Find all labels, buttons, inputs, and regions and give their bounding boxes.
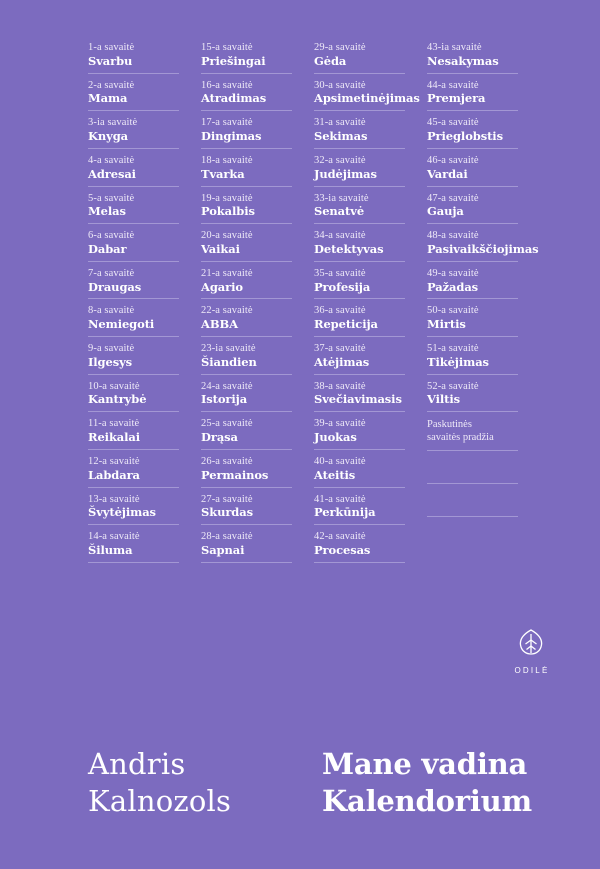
toc-entry [88,450,179,488]
toc-entry-title: Ateitis [314,467,356,482]
toc-entry-title: Sapnai [201,542,245,557]
toc-entry [314,412,405,450]
toc-entry [427,224,539,262]
toc-entry-title: Gauja [427,204,464,219]
toc-entry [88,149,179,187]
leaf-icon [516,628,546,662]
toc-entry-week: 48-a savaitė [427,230,479,242]
toc-entry-title: Mama [88,91,128,106]
toc-entry-week: 4-a savaitė [88,154,135,166]
toc-entry-week: 22-a savaitė [201,305,253,317]
toc-entry-week: 3-ia savaitė [88,117,138,129]
publisher-name: ODILĖ [514,666,550,675]
toc-entry [88,262,179,300]
toc-entry [201,111,292,149]
toc-entry-title: Švytėjimas [88,505,156,520]
toc-entry [314,74,420,112]
toc-entry-week: 36-a savaitė [314,305,366,317]
toc-entry-week: 32-a savaitė [314,154,366,166]
toc-column [314,40,427,563]
toc-entry-title: Viltis [427,392,461,407]
toc-entry-week: 5-a savaitė [88,192,135,204]
author-line-2: Kalnozols [88,784,232,819]
toc-entry [201,488,292,526]
toc-entry-title: Gėda [314,53,347,68]
toc-entry [201,149,292,187]
toc-entry-title: Juokas [314,430,357,444]
toc-entry [314,111,405,149]
toc-entry-title: Labdara [88,467,140,482]
toc-entry-week: 37-a savaitė [314,343,366,354]
toc-entry-title: Judėjimas [314,166,377,181]
toc-note [427,412,518,450]
toc-entry-title: Nemiegoti [88,317,155,332]
toc-entry-week: 45-a savaitė [427,117,479,129]
toc-entry [88,337,179,375]
toc-entry-week: 19-a savaitė [201,192,253,204]
toc-entry-title: Mirtis [427,317,466,332]
toc-entry-week: 50-a savaitė [427,305,479,317]
toc-entry-week: 21-a savaitė [201,267,253,279]
toc-entry-week: 20-a savaitė [201,230,253,242]
toc-column [201,40,314,563]
toc-entry [314,375,405,413]
author-name [88,746,298,820]
toc-entry-title: Prieglobstis [427,129,503,143]
toc-entry-title: Drąsa [201,430,238,444]
toc-entry-title: Agario [201,279,243,294]
toc-entry [427,187,518,225]
toc-entry [201,224,292,262]
toc-entry-title: Skurdas [201,505,253,520]
toc-entry-title: Ilgesys [88,354,133,369]
toc-entry [314,488,405,526]
toc-entry-title: Melas [88,204,126,219]
toc-entry [88,224,179,262]
toc-entry-week: 6-a savaitė [88,230,135,242]
toc-entry-title: Nesakymas [427,53,499,68]
toc-entry [201,412,292,450]
toc-entry-title: Svečiavimasis [314,392,402,407]
toc-entry [314,262,405,300]
toc-entry [427,262,518,300]
toc-entry [427,375,518,413]
toc-entry-title: Pažadas [427,279,479,294]
toc-entry-week: 23-ia savaitė [201,343,256,354]
toc-entry-title: Pasivaikščiojimas [427,241,539,256]
toc-entry-title: Premjera [427,91,486,106]
toc-entry [314,224,405,262]
toc-entry-week: 46-a savaitė [427,154,479,166]
toc-entry-week: 33-ia savaitė [314,192,369,204]
toc-entry-title: Kantrybė [88,392,147,407]
toc-entry-title: Svarbu [88,53,133,68]
table-of-contents [88,40,540,563]
toc-entry-title: Pokalbis [201,204,255,219]
toc-spacer [427,517,518,550]
toc-entry [427,299,518,337]
toc-entry [201,375,292,413]
toc-entry [201,525,292,563]
toc-entry-week: 28-a savaitė [201,531,253,543]
toc-entry [314,40,405,74]
toc-entry-title: Senatvė [314,204,365,219]
toc-entry-week: 43-ia savaitė [427,42,482,53]
toc-entry-week: 40-a savaitė [314,455,366,467]
toc-entry-title: Atradimas [201,91,267,106]
author-line-1: Andris [88,747,186,781]
toc-entry-week: 8-a savaitė [88,305,135,317]
toc-entry-title: Permainos [201,467,269,482]
toc-entry [88,375,179,413]
toc-entry [201,337,292,375]
toc-entry-week: 13-a savaitė [88,493,140,505]
toc-entry-title: ABBA [201,317,238,332]
toc-entry-title: Knyga [88,129,129,143]
toc-entry-week: 44-a savaitė [427,79,479,91]
toc-entry-week: 34-a savaitė [314,230,366,242]
toc-entry [427,149,518,187]
toc-entry [88,40,179,74]
toc-entry [201,74,292,112]
toc-entry [201,187,292,225]
toc-entry-week: 14-a savaitė [88,531,140,543]
toc-entry [88,187,179,225]
toc-entry [88,412,179,450]
toc-entry-title: Dabar [88,241,127,256]
publisher-logo [508,628,554,675]
toc-entry [314,450,405,488]
title-line-2: Kalendorium [322,784,533,819]
cover-bottom-band [0,724,600,869]
toc-entry-title: Atėjimas [314,354,370,369]
toc-entry-week: 1-a savaitė [88,42,135,53]
toc-entry [88,74,179,112]
toc-entry [427,74,518,112]
toc-entry-title: Repeticija [314,317,378,332]
toc-entry [201,40,292,74]
toc-entry-week: 7-a savaitė [88,267,135,279]
toc-entry-week: 9-a savaitė [88,343,135,354]
toc-entry-title: Tvarka [201,166,245,181]
toc-entry-title: Sekimas [314,129,368,143]
toc-entry [88,299,179,337]
toc-entry-week: 27-a savaitė [201,493,253,505]
toc-entry-title: Apsimetinėjimas [314,91,420,106]
book-title [322,746,572,820]
toc-entry-week: 35-a savaitė [314,267,366,279]
toc-entry-title: Šiandien [201,354,257,369]
toc-entry-week: 18-a savaitė [201,154,253,166]
toc-entry-week: 38-a savaitė [314,380,366,392]
toc-entry-week: 12-a savaitė [88,455,140,467]
toc-entry [314,337,405,375]
toc-entry [314,299,405,337]
toc-entry-week: 15-a savaitė [201,42,253,53]
toc-entry [427,40,518,74]
toc-entry [427,111,518,149]
toc-entry-title: Istorija [201,392,248,407]
toc-entry [314,187,405,225]
toc-entry-week: 29-a savaitė [314,42,366,53]
toc-entry-title: Profesija [314,279,371,294]
toc-entry-week: 24-a savaitė [201,380,253,392]
toc-entry-title: Tikėjimas [427,354,489,369]
toc-entry-week: 47-a savaitė [427,192,479,204]
toc-entry-title: Perkūnija [314,505,376,520]
toc-entry-week: 26-a savaitė [201,455,253,467]
toc-column [427,40,540,563]
toc-entry-week: 31-a savaitė [314,117,366,129]
toc-entry-week: 25-a savaitė [201,418,253,430]
toc-entry [314,149,405,187]
toc-entry-week: 39-a savaitė [314,418,366,430]
toc-entry-week: 10-a savaitė [88,380,140,392]
toc-entry-title: Dingimas [201,129,262,143]
toc-note-text: Paskutinės savaitės pradžia [427,419,494,444]
toc-entry-title: Adresai [88,166,136,181]
toc-entry-week: 41-a savaitė [314,493,366,505]
toc-entry-title: Vaikai [201,241,240,256]
toc-entry-week: 42-a savaitė [314,531,366,543]
toc-entry-title: Detektyvas [314,241,384,256]
toc-column [88,40,201,563]
toc-entry [201,262,292,300]
toc-entry-title: Draugas [88,279,142,294]
toc-entry-week: 49-a savaitė [427,267,479,279]
toc-entry-title: Šiluma [88,542,133,557]
toc-entry-week: 11-a savaitė [88,418,140,430]
toc-entry [88,111,179,149]
toc-entry-title: Vardai [427,166,468,181]
toc-entry-week: 2-a savaitė [88,79,135,91]
toc-entry [201,450,292,488]
toc-entry [427,337,518,375]
toc-entry-week: 52-a savaitė [427,380,479,392]
title-line-1: Mane vadina [322,747,528,781]
toc-entry [314,525,405,563]
toc-spacer [427,451,518,484]
toc-entry-title: Reikalai [88,430,141,444]
toc-spacer [427,484,518,517]
toc-entry-week: 17-a savaitė [201,117,253,129]
toc-entry-week: 30-a savaitė [314,79,366,91]
toc-entry-week: 51-a savaitė [427,343,479,354]
toc-entry [201,299,292,337]
toc-entry [88,525,179,563]
toc-entry [88,488,179,526]
toc-entry-title: Procesas [314,542,371,557]
toc-entry-week: 16-a savaitė [201,79,253,91]
toc-entry-title: Priešingai [201,53,266,68]
